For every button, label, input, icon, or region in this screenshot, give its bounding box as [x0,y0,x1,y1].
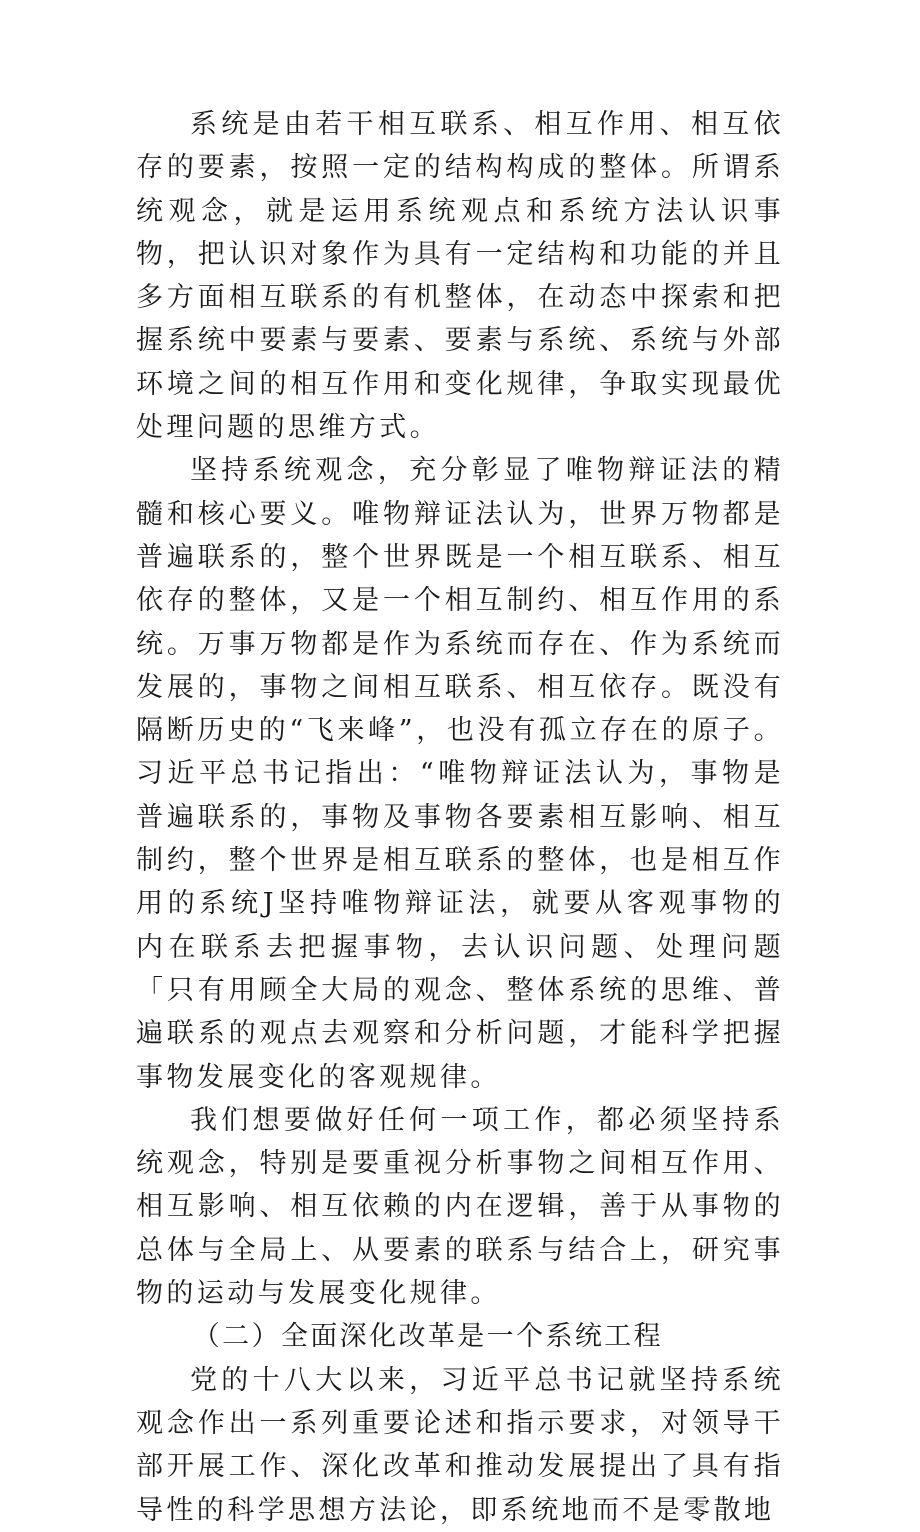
document-body [136,103,784,1532]
paragraph-system-definition: 系统是由若干相互联系、相互作用、相互依存的要素，按照一定的结构构成的整体。所谓系统观念，就是运用系统观点和系统方法认识事物，把认识对象作为具有一定结构和功能的并且多方面相互联系的有机整体，在动态中探索和把握系统中要素与要素、要素与系统、系统与外部环境之间的相互作用和变化规律，争取实现最优处理问题的思维方式。 [136,109,784,444]
paragraph-since-18th-congress: 党的十八大以来，习近平总书记就坚持系统观念作出一系列重要论述和指示要求，对领导干部开展工作、深化改革和推动发展提出了具有指导性的科学思想方法论，即系统地而不是零散地 [136,1364,784,1526]
paragraph-work-approach: 我们想要做好任何一项工作，都必须坚持系统观念，特别是要重视分析事物之间相互作用、相互影响、相互依赖的内在逻辑，善于从事物的总体与全局上、从要素的联系与结合上，研究事物的运动与发展变化规律。 [136,1104,784,1310]
paragraph-dialectics: 坚持系统观念，充分彰显了唯物辩证法的精髓和核心要义。唯物辩证法认为，世界万物都是普遍联系的，整个世界既是一个相互联系、相互依存的整体，又是一个相互制约、相互作用的系统。万事万物都是作为系统而存在、作为系统而发展的，事物之间相互联系、相互依存。既没有隔断历史的“飞来峰”，也没有孤立存在的原子。习近平总书记指出：“唯物辩证法认为，事物是普遍联系的，事物及事物各要素相互影响、相互制约，整个世界是相互联系的整体，也是相互作用的系统J坚持唯物辩证法，就要从客观事物的内在联系去把握事物，去认识问题、处理问题「只有用顾全大局的观念、整体系统的思维、普遍联系的观点去观察和分析问题，才能科学把握事物发展变化的客观规律。 [136,455,784,1093]
section-heading: （二）全面深化改革是一个系统工程 [192,1321,664,1353]
